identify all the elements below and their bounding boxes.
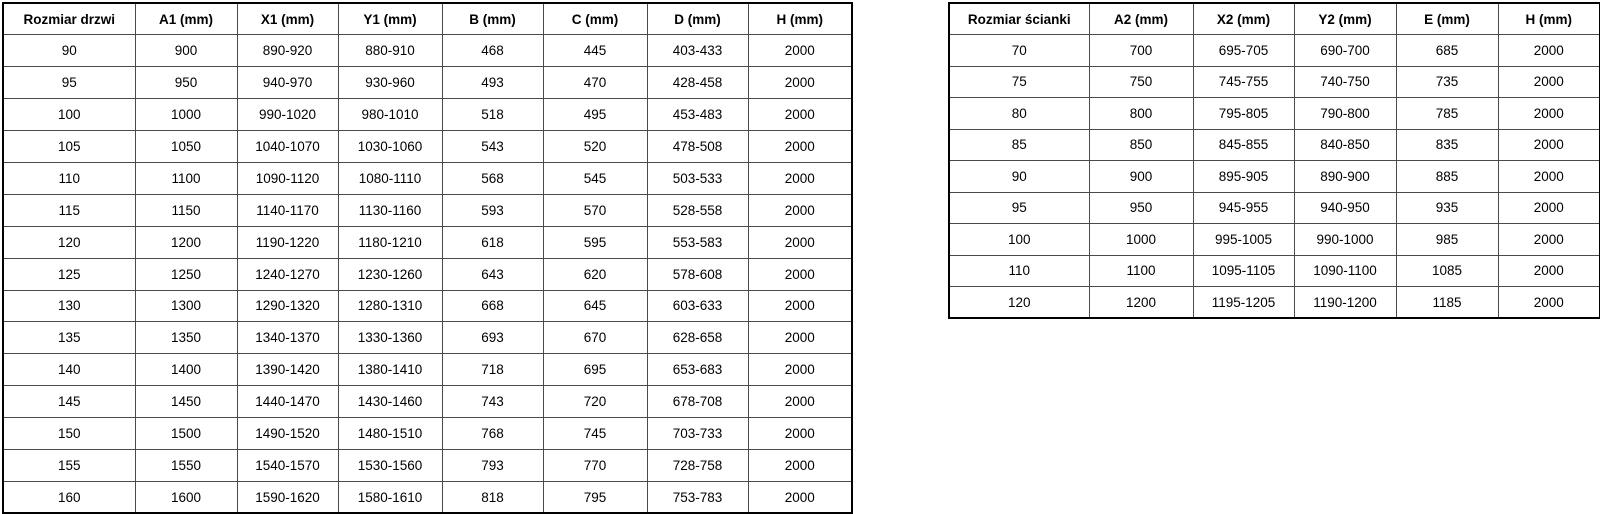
table-cell: 478-508 xyxy=(647,131,748,163)
table-cell: 543 xyxy=(442,131,543,163)
table-cell: 950 xyxy=(1089,192,1193,224)
table-cell: 770 xyxy=(543,449,647,481)
table-cell: 800 xyxy=(1089,98,1193,130)
table-cell: 935 xyxy=(1396,192,1498,224)
table-cell: 685 xyxy=(1396,35,1498,67)
table-cell: 110 xyxy=(949,255,1089,287)
table-cell: 653-683 xyxy=(647,354,748,386)
table-cell: 428-458 xyxy=(647,67,748,99)
table-row xyxy=(3,322,852,354)
table-cell: 1230-1260 xyxy=(338,258,442,290)
table-cell: 2000 xyxy=(1498,287,1600,319)
table-cell: 2000 xyxy=(1498,255,1600,287)
column-header: Y1 (mm) xyxy=(338,3,442,35)
table-cell: 740-750 xyxy=(1294,66,1396,98)
table-cell: 885 xyxy=(1396,161,1498,193)
table-cell: 90 xyxy=(3,35,135,67)
table-cell: 990-1000 xyxy=(1294,224,1396,256)
table-cell: 1090-1100 xyxy=(1294,255,1396,287)
table-cell: 2000 xyxy=(748,449,852,481)
table-cell: 2000 xyxy=(748,162,852,194)
table-cell: 603-633 xyxy=(647,290,748,322)
table-cell: 745 xyxy=(543,418,647,450)
header-row xyxy=(3,3,852,35)
column-header: B (mm) xyxy=(442,3,543,35)
table-cell: 835 xyxy=(1396,129,1498,161)
table-row xyxy=(3,481,852,513)
table-cell: 1400 xyxy=(135,354,237,386)
column-header: Rozmiar drzwi xyxy=(3,3,135,35)
table-cell: 753-783 xyxy=(647,481,748,513)
table-cell: 1100 xyxy=(135,162,237,194)
table-cell: 1130-1160 xyxy=(338,194,442,226)
column-header: A1 (mm) xyxy=(135,3,237,35)
table-cell: 445 xyxy=(543,35,647,67)
table-cell: 2000 xyxy=(748,258,852,290)
table-cell: 2000 xyxy=(1498,98,1600,130)
table-cell: 940-970 xyxy=(237,67,338,99)
table-cell: 1290-1320 xyxy=(237,290,338,322)
table-cell: 703-733 xyxy=(647,418,748,450)
table-cell: 790-800 xyxy=(1294,98,1396,130)
table-cell: 70 xyxy=(949,35,1089,67)
table-cell: 1240-1270 xyxy=(237,258,338,290)
table-cell: 115 xyxy=(3,194,135,226)
table-cell: 568 xyxy=(442,162,543,194)
table-cell: 2000 xyxy=(748,226,852,258)
table-cell: 2000 xyxy=(748,418,852,450)
table-row xyxy=(3,226,852,258)
table-cell: 995-1005 xyxy=(1193,224,1294,256)
column-header: H (mm) xyxy=(748,3,852,35)
table-cell: 950 xyxy=(135,67,237,99)
table-cell: 520 xyxy=(543,131,647,163)
table-cell: 2000 xyxy=(748,290,852,322)
table-cell: 468 xyxy=(442,35,543,67)
table-cell: 1095-1105 xyxy=(1193,255,1294,287)
table-cell: 945-955 xyxy=(1193,192,1294,224)
table-cell: 795 xyxy=(543,481,647,513)
table-cell: 1450 xyxy=(135,386,237,418)
table-cell: 120 xyxy=(3,226,135,258)
table-cell: 2000 xyxy=(1498,66,1600,98)
table-cell: 2000 xyxy=(1498,224,1600,256)
table-cell: 930-960 xyxy=(338,67,442,99)
column-header: H (mm) xyxy=(1498,3,1600,35)
table-row xyxy=(3,386,852,418)
table-cell: 1390-1420 xyxy=(237,354,338,386)
table-cell: 1550 xyxy=(135,449,237,481)
table-row xyxy=(3,99,852,131)
table-cell: 140 xyxy=(3,354,135,386)
table-cell: 2000 xyxy=(748,99,852,131)
table-cell: 100 xyxy=(3,99,135,131)
table-cell: 1590-1620 xyxy=(237,481,338,513)
table-cell: 1350 xyxy=(135,322,237,354)
table-cell: 1250 xyxy=(135,258,237,290)
table-cell: 1000 xyxy=(1089,224,1193,256)
table-cell: 1190-1200 xyxy=(1294,287,1396,319)
door-table-header xyxy=(3,3,852,35)
column-header: A2 (mm) xyxy=(1089,3,1193,35)
table-cell: 745-755 xyxy=(1193,66,1294,98)
table-cell: 890-900 xyxy=(1294,161,1396,193)
table-cell: 1200 xyxy=(1089,287,1193,319)
table-row xyxy=(3,35,852,67)
table-row xyxy=(3,418,852,450)
table-cell: 1195-1205 xyxy=(1193,287,1294,319)
table-cell: 900 xyxy=(1089,161,1193,193)
table-cell: 2000 xyxy=(1498,129,1600,161)
table-cell: 1085 xyxy=(1396,255,1498,287)
table-cell: 2000 xyxy=(748,354,852,386)
table-row xyxy=(949,98,1600,130)
table-cell: 518 xyxy=(442,99,543,131)
table-cell: 2000 xyxy=(748,322,852,354)
header-row xyxy=(949,3,1600,35)
table-row xyxy=(3,131,852,163)
table-cell: 2000 xyxy=(748,194,852,226)
table-cell: 1480-1510 xyxy=(338,418,442,450)
table-cell: 718 xyxy=(442,354,543,386)
table-cell: 850 xyxy=(1089,129,1193,161)
table-cell: 495 xyxy=(543,99,647,131)
table-row xyxy=(3,258,852,290)
table-cell: 105 xyxy=(3,131,135,163)
table-cell: 728-758 xyxy=(647,449,748,481)
table-cell: 1190-1220 xyxy=(237,226,338,258)
table-cell: 1500 xyxy=(135,418,237,450)
table-row xyxy=(949,129,1600,161)
table-cell: 150 xyxy=(3,418,135,450)
table-cell: 880-910 xyxy=(338,35,442,67)
table-row xyxy=(949,35,1600,67)
table-cell: 890-920 xyxy=(237,35,338,67)
table-cell: 80 xyxy=(949,98,1089,130)
table-cell: 1200 xyxy=(135,226,237,258)
table-cell: 145 xyxy=(3,386,135,418)
table-cell: 793 xyxy=(442,449,543,481)
table-cell: 1040-1070 xyxy=(237,131,338,163)
column-header: E (mm) xyxy=(1396,3,1498,35)
table-row xyxy=(949,192,1600,224)
door-dimensions-table xyxy=(2,2,853,514)
table-cell: 1180-1210 xyxy=(338,226,442,258)
column-header: Y2 (mm) xyxy=(1294,3,1396,35)
table-cell: 2000 xyxy=(1498,35,1600,67)
table-cell: 818 xyxy=(442,481,543,513)
table-cell: 768 xyxy=(442,418,543,450)
table-cell: 1150 xyxy=(135,194,237,226)
table-cell: 2000 xyxy=(1498,192,1600,224)
table-cell: 1100 xyxy=(1089,255,1193,287)
table-cell: 1430-1460 xyxy=(338,386,442,418)
table-cell: 545 xyxy=(543,162,647,194)
table-row xyxy=(949,66,1600,98)
table-row xyxy=(3,354,852,386)
table-cell: 720 xyxy=(543,386,647,418)
table-cell: 2000 xyxy=(748,481,852,513)
column-header: Rozmiar ścianki xyxy=(949,3,1089,35)
table-cell: 690-700 xyxy=(1294,35,1396,67)
table-row xyxy=(949,287,1600,319)
table-cell: 95 xyxy=(3,67,135,99)
table-cell: 1380-1410 xyxy=(338,354,442,386)
table-cell: 693 xyxy=(442,322,543,354)
table-row xyxy=(3,194,852,226)
table-cell: 90 xyxy=(949,161,1089,193)
table-cell: 980-1010 xyxy=(338,99,442,131)
table-row xyxy=(3,449,852,481)
table-cell: 618 xyxy=(442,226,543,258)
table-row xyxy=(3,162,852,194)
table-cell: 453-483 xyxy=(647,99,748,131)
table-cell: 110 xyxy=(3,162,135,194)
table-cell: 2000 xyxy=(748,35,852,67)
table-cell: 1080-1110 xyxy=(338,162,442,194)
table-cell: 595 xyxy=(543,226,647,258)
table-cell: 553-583 xyxy=(647,226,748,258)
column-header: C (mm) xyxy=(543,3,647,35)
table-cell: 1490-1520 xyxy=(237,418,338,450)
table-cell: 1530-1560 xyxy=(338,449,442,481)
table-cell: 670 xyxy=(543,322,647,354)
table-cell: 1185 xyxy=(1396,287,1498,319)
table-cell: 840-850 xyxy=(1294,129,1396,161)
table-cell: 1090-1120 xyxy=(237,162,338,194)
table-cell: 570 xyxy=(543,194,647,226)
table-cell: 1000 xyxy=(135,99,237,131)
table-cell: 900 xyxy=(135,35,237,67)
table-cell: 750 xyxy=(1089,66,1193,98)
table-cell: 645 xyxy=(543,290,647,322)
door-table-body xyxy=(3,35,852,513)
table-cell: 593 xyxy=(442,194,543,226)
table-cell: 990-1020 xyxy=(237,99,338,131)
table-cell: 628-658 xyxy=(647,322,748,354)
table-cell: 620 xyxy=(543,258,647,290)
table-cell: 1340-1370 xyxy=(237,322,338,354)
table-cell: 668 xyxy=(442,290,543,322)
table-cell: 2000 xyxy=(1498,161,1600,193)
table-cell: 700 xyxy=(1089,35,1193,67)
table-cell: 1050 xyxy=(135,131,237,163)
table-cell: 1280-1310 xyxy=(338,290,442,322)
table-cell: 95 xyxy=(949,192,1089,224)
table-cell: 678-708 xyxy=(647,386,748,418)
table-cell: 528-558 xyxy=(647,194,748,226)
table-cell: 470 xyxy=(543,67,647,99)
table-cell: 578-608 xyxy=(647,258,748,290)
table-cell: 1600 xyxy=(135,481,237,513)
table-cell: 1540-1570 xyxy=(237,449,338,481)
table-row xyxy=(3,290,852,322)
table-cell: 895-905 xyxy=(1193,161,1294,193)
table-cell: 1300 xyxy=(135,290,237,322)
table-cell: 120 xyxy=(949,287,1089,319)
table-cell: 160 xyxy=(3,481,135,513)
table-cell: 75 xyxy=(949,66,1089,98)
table-cell: 85 xyxy=(949,129,1089,161)
table-cell: 695 xyxy=(543,354,647,386)
table-cell: 130 xyxy=(3,290,135,322)
table-cell: 643 xyxy=(442,258,543,290)
table-cell: 1330-1360 xyxy=(338,322,442,354)
table-cell: 795-805 xyxy=(1193,98,1294,130)
table-cell: 503-533 xyxy=(647,162,748,194)
table-cell: 2000 xyxy=(748,386,852,418)
column-header: X1 (mm) xyxy=(237,3,338,35)
wall-table-body xyxy=(949,35,1600,319)
table-cell: 1140-1170 xyxy=(237,194,338,226)
table-cell: 135 xyxy=(3,322,135,354)
table-row xyxy=(949,255,1600,287)
table-row xyxy=(949,161,1600,193)
table-cell: 1580-1610 xyxy=(338,481,442,513)
table-cell: 1440-1470 xyxy=(237,386,338,418)
wall-table-header xyxy=(949,3,1600,35)
table-cell: 735 xyxy=(1396,66,1498,98)
table-cell: 785 xyxy=(1396,98,1498,130)
table-cell: 100 xyxy=(949,224,1089,256)
table-cell: 695-705 xyxy=(1193,35,1294,67)
table-cell: 743 xyxy=(442,386,543,418)
table-cell: 2000 xyxy=(748,131,852,163)
wall-panel-dimensions-table xyxy=(948,2,1600,319)
table-cell: 493 xyxy=(442,67,543,99)
table-row xyxy=(3,67,852,99)
column-header: D (mm) xyxy=(647,3,748,35)
column-header: X2 (mm) xyxy=(1193,3,1294,35)
table-cell: 403-433 xyxy=(647,35,748,67)
table-cell: 155 xyxy=(3,449,135,481)
table-cell: 940-950 xyxy=(1294,192,1396,224)
table-cell: 845-855 xyxy=(1193,129,1294,161)
table-cell: 125 xyxy=(3,258,135,290)
table-row xyxy=(949,224,1600,256)
table-cell: 2000 xyxy=(748,67,852,99)
table-cell: 1030-1060 xyxy=(338,131,442,163)
table-cell: 985 xyxy=(1396,224,1498,256)
